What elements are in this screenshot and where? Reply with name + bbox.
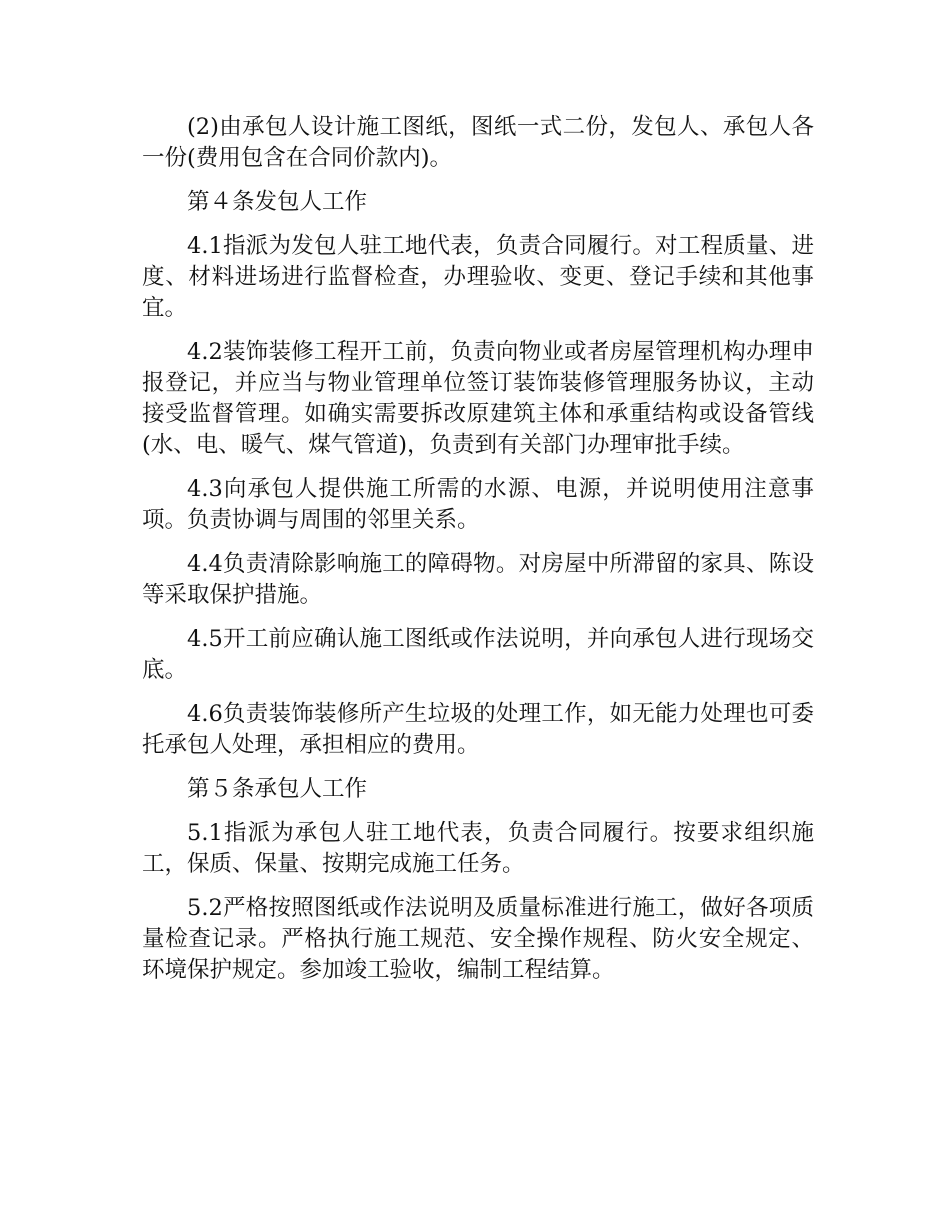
clause-4-1: 4.1指派为发包人驻工地代表，负责合同履行。对工程质量、进度、材料进场进行监督检查，办理验收、变更、登记手续和其他事宜。 (142, 233, 814, 321)
clause-5-1: 5.1指派为承包人驻工地代表，负责合同履行。按要求组织施工，保质、保量、按期完成施工任务。 (142, 820, 814, 877)
clause-4-2: 4.2装饰装修工程开工前，负责向物业或者房屋管理机构办理申报登记，并应当与物业管理单位签订装饰装修管理服务协议，主动接受监督管理。如确实需要拆改原建筑主体和承重结构或设备管线(水、电、暖气、煤气管道)，负责到有关部门办理审批手续。 (142, 339, 814, 458)
clause-2-drawings: (2)由承包人设计施工图纸，图纸一式二份，发包人、承包人各一份(费用包含在合同价款内)。 (142, 114, 814, 171)
article-4-heading: 第４条发包人工作 (187, 189, 368, 215)
clause-4-3: 4.3向承包人提供施工所需的水源、电源，并说明使用注意事项。负责协调与周围的邻里关系。 (142, 476, 814, 533)
clause-4-5: 4.5开工前应确认施工图纸或作法说明，并向承包人进行现场交底。 (142, 626, 814, 683)
document-page (142, 112, 814, 999)
clause-4-4: 4.4负责清除影响施工的障碍物。对房屋中所滞留的家具、陈设等采取保护措施。 (142, 551, 814, 608)
clause-5-2: 5.2严格按照图纸或作法说明及质量标准进行施工，做好各项质量检查记录。严格执行施工规范、安全操作规程、防火安全规定、环境保护规定。参加竣工验收，编制工程结算。 (142, 895, 814, 983)
clause-4-6: 4.6负责装饰装修所产生垃圾的处理工作，如无能力处理也可委托承包人处理，承担相应的费用。 (142, 701, 814, 758)
article-5-heading: 第５条承包人工作 (187, 776, 368, 802)
